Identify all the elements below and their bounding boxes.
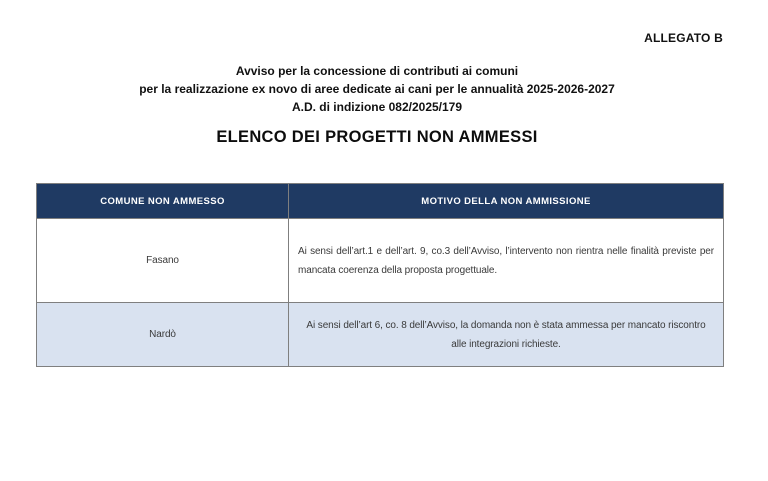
allegato-label: ALLEGATO B bbox=[644, 31, 723, 45]
motivo-cell: Ai sensi dell’art.1 e dell’art. 9, co.3 dell’Avviso, l’intervento non rientra nelle finalità previste per mancata coerenza della proposta progettuale. bbox=[289, 219, 724, 303]
projects-table bbox=[36, 183, 724, 367]
title-line-3: A.D. di indizione 082/2025/179 bbox=[291, 100, 463, 114]
title-line-2: per la realizzazione ex novo di aree dedicate ai cani per le annualità 2025-2026-2027 bbox=[139, 82, 615, 96]
projects-table-container bbox=[36, 183, 724, 367]
document-title bbox=[0, 62, 754, 116]
comune-cell: Fasano bbox=[37, 219, 289, 303]
motivo-cell: Ai sensi dell’art 6, co. 8 dell’Avviso, la domanda non è stata ammessa per mancato riscontro alle integrazioni richieste. bbox=[289, 303, 724, 367]
table-row bbox=[37, 219, 724, 303]
table-row bbox=[37, 303, 724, 367]
header-cell-comune: COMUNE NON AMMESSO bbox=[37, 184, 289, 219]
header-cell-motivo: MOTIVO DELLA NON AMMISSIONE bbox=[289, 184, 724, 219]
table-header-row bbox=[37, 184, 724, 219]
title-line-1: Avviso per la concessione di contributi ai comuni bbox=[235, 64, 519, 78]
comune-cell: Nardò bbox=[37, 303, 289, 367]
section-heading: ELENCO DEI PROGETTI NON AMMESSI bbox=[216, 128, 538, 146]
